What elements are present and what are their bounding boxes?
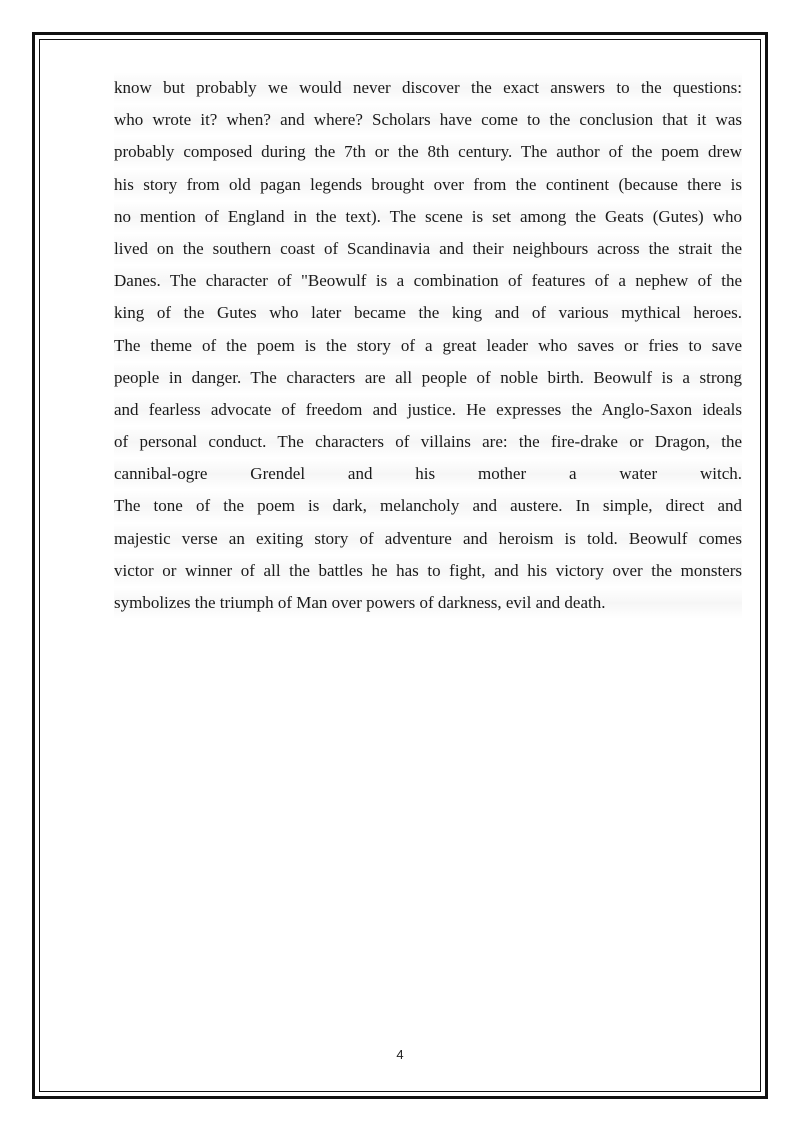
text-line: know but probably we would never discover the exact answers to the questions: <box>114 72 742 104</box>
text-line: king of the Gutes who later became the king and of various mythical heroes. <box>114 297 742 329</box>
text-line: Danes. The character of "Beowulf is a combination of features of a nephew of the <box>114 265 742 297</box>
text-line: of personal conduct. The characters of villains are: the fire-drake or Dragon, the <box>114 426 742 458</box>
text-line: cannibal-ogre Grendel and his mother a water witch. <box>114 458 742 490</box>
text-line: The theme of the poem is the story of a great leader who saves or fries to save <box>114 330 742 362</box>
text-line: The tone of the poem is dark, melancholy and austere. In simple, direct and <box>114 490 742 522</box>
text-line: symbolizes the triumph of Man over powers of darkness, evil and death. <box>114 587 742 619</box>
text-line: people in danger. The characters are all people of noble birth. Beowulf is a strong <box>114 362 742 394</box>
text-line: no mention of England in the text). The scene is set among the Geats (Gutes) who <box>114 201 742 233</box>
body-paragraph <box>114 72 742 619</box>
page-number: 4 <box>396 1047 404 1062</box>
text-line: lived on the southern coast of Scandinavia and their neighbours across the strait the <box>114 233 742 265</box>
text-line: his story from old pagan legends brought over from the continent (because there is <box>114 169 742 201</box>
text-line: probably composed during the 7th or the 8th century. The author of the poem drew <box>114 136 742 168</box>
text-line: and fearless advocate of freedom and justice. He expresses the Anglo-Saxon ideals <box>114 394 742 426</box>
text-line: majestic verse an exiting story of adventure and heroism is told. Beowulf comes <box>114 523 742 555</box>
text-line: who wrote it? when? and where? Scholars have come to the conclusion that it was <box>114 104 742 136</box>
text-line: victor or winner of all the battles he has to fight, and his victory over the monsters <box>114 555 742 587</box>
